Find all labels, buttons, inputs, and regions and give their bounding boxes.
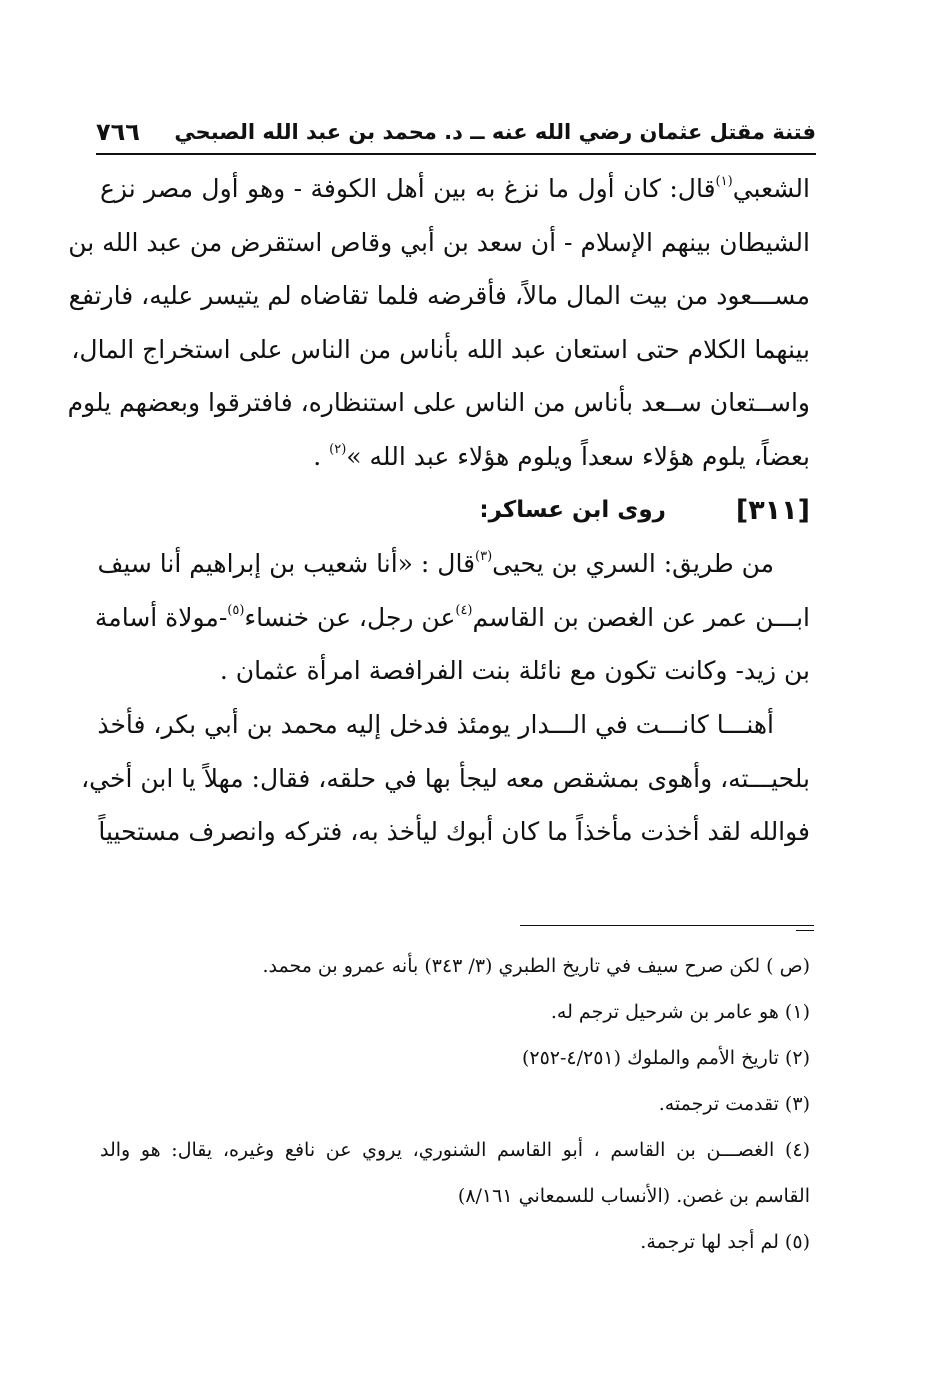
header-rule — [96, 153, 816, 155]
running-title: فتنة مقتل عثمان رضي الله عنه ــ د. محمد بن عبد الله الصبحي — [174, 120, 816, 144]
footnote-separator — [520, 925, 814, 926]
footnote-ref[interactable]: (١) — [715, 174, 733, 189]
footnote: (ص ) لكن صرح سيف في تاريخ الطبري (٣/ ٣٤٣) بأنه عمرو بن محمد. — [262, 955, 810, 977]
footnote-ref[interactable]: (٣) — [475, 549, 493, 565]
footnote: (٤) الغصـــن بن القاسم ، أبو القاسم الشنوري، يروي عن نافع وغيره، يقال: هو والد — [100, 1139, 810, 1161]
footnote-ref[interactable]: (٢) — [329, 441, 347, 457]
footnote: (١) هو عامر بن شرحيل ترجم له. — [550, 1001, 810, 1023]
text-line: من طريق: السري بن يحيى$^{(٣)}$قال : «أنا شعيب بن إبراهيم أنا سيف — [97, 549, 774, 579]
section-title: روى ابن عساكر: — [479, 496, 666, 523]
text-line: بن زيد- وكانت تكون مع نائلة بنت الفرافصة امرأة عثمان . — [219, 656, 810, 686]
main-text — [67, 162, 810, 859]
footnote-ref[interactable]: (٤) — [455, 602, 473, 618]
text-line: واســتعان ســعد بأناس من الناس على استنظاره، فافترقوا وبعضهم يلوم — [67, 388, 810, 418]
text-line: مســـعود من بيت المال مالاً، فأقرضه فلما تقاضاه لم يتيسر عليه، فارتفع — [68, 281, 810, 311]
text-line: أهنـــا كانـــت في الـــدار يومئذ فدخل إليه محمد بن أبي بكر، فأخذ — [97, 709, 774, 739]
text-line: فوالله لقد أخذت مأخذاً ما كان أبوك ليأخذ به، فتركه وانصرف مستحيياً — [98, 817, 810, 847]
text-line: بينهما الكلام حتى استعان عبد الله بأناس من الناس على استخراج المال، — [71, 334, 810, 364]
footnote-continuation: القاسم بن غصن. (الأنساب للسمعاني ٨/١٦١) — [457, 1185, 810, 1207]
page-header — [96, 112, 816, 152]
footnote-separator-mark — [796, 930, 814, 931]
text-line: بعضاً، يلوم هؤلاء سعداً ويلوم هؤلاء عبد الله »$^{(٢)}$ . — [313, 441, 810, 471]
text-line: ابـــن عمر عن الغصن بن القاسم$^{(٤)}$عن رجل، عن خنساء$^{(٥)}$-مولاة أسامة — [94, 602, 810, 632]
text-line: الشعبي$^{(١)}$قال: كان أول ما نزغ به بين أهل الكوفة - وهو أول مصر نزع — [100, 174, 810, 203]
section-heading — [100, 484, 810, 538]
section-number: [٣١١] — [735, 494, 810, 526]
footnote: (٢) تاريخ الأمم والملوك (٤/٢٥١-٢٥٢) — [521, 1047, 810, 1069]
footnote: (٥) لم أجد لها ترجمة. — [640, 1231, 810, 1253]
text-line: بلحيـــته، وأهوى بمشقص معه ليجأ بها في حلقه، فقال: مهلاً يا ابن أخي، — [81, 763, 810, 793]
footnotes — [100, 943, 810, 1265]
footnote-ref[interactable]: (٥) — [227, 602, 245, 618]
text-line: الشيطان بينهم الإسلام - أن سعد بن أبي وقاص استقرض من عبد الله بن — [68, 227, 810, 257]
footnote: (٣) تقدمت ترجمته. — [658, 1093, 810, 1115]
page-number: ٧٦٦ — [96, 118, 140, 146]
